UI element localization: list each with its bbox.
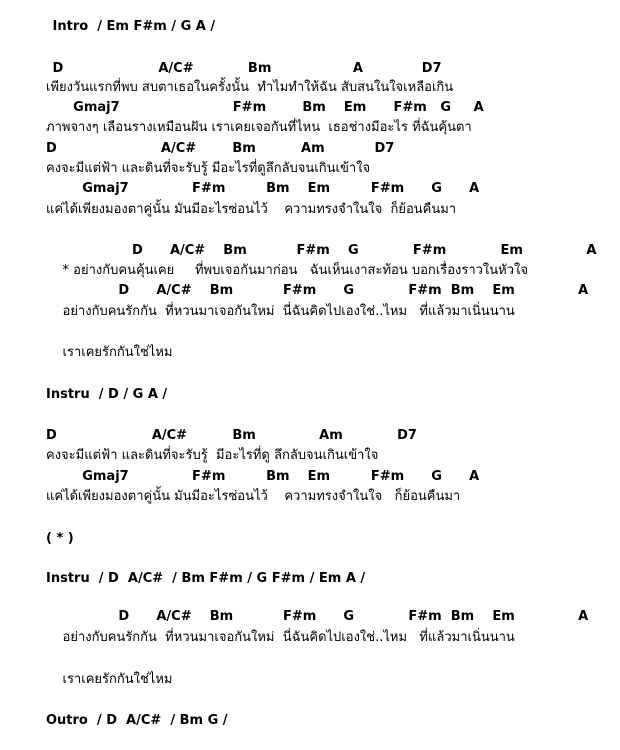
chord-line: D A/C# Bm Am D7 xyxy=(46,428,417,443)
instrumental-line: Instru / D A/C# / Bm F#m / G F#m / Em A / xyxy=(46,571,366,586)
instrumental-line: Instru / D / G A / xyxy=(46,387,168,402)
lyric-line: เพียงวันแรกที่พบ สบตาเธอในครั้งนั้น ทำไมทำให้ฉัน สับสนในใจเหลือเกิน xyxy=(46,80,454,95)
chorus-chord-line: D A/C# Bm F#m G F#m Em A xyxy=(46,243,597,258)
chorus-lyric-line: อย่างกับคนรักกัน ที่หวนมาเจอกันใหม่ นี่ฉันคิดไปเองใช่..ไหม ที่แล้วมาเนิ่นนาน xyxy=(46,630,515,645)
lyric-line: แค่ได้เพียงมองตาคู่นั้น มันมีอะไรซ่อนไว้ ความทรงจำในใจ ก็ย้อนคืนมา xyxy=(46,202,457,217)
chorus-lyric-line: อย่างกับคนรักกัน ที่หวนมาเจอกันใหม่ นี่ฉันคิดไปเองใช่..ไหม ที่แล้วมาเนิ่นนาน xyxy=(46,304,515,319)
outro-line: Outro / D A/C# / Bm G / xyxy=(46,713,228,728)
chorus-lyric-line: เราเคยรักกันใช่ไหม xyxy=(46,672,173,687)
chorus-lyric-line: * อย่างกับคนคุ้นเคย ที่พบเจอกันมาก่อน ฉันเห็นเงาสะท้อน บอกเรื่องราวในหัวใจ xyxy=(46,263,528,278)
lyric-line: คงจะมีแต่ฟ้า และดินที่จะรับรู้ มีอะไรที่ดู ลึกลับจนเกินเข้าใจ xyxy=(46,448,379,463)
chord-line: D A/C# Bm Am D7 xyxy=(46,141,395,156)
lyric-line: คงจะมีแต่ฟ้า และดินที่จะรับรู้ มีอะไรที่ดูลึกลับจนเกินเข้าใจ xyxy=(46,161,371,176)
chorus-repeat-marker: ( * ) xyxy=(46,531,74,546)
intro-line: Intro / Em F#m / G A / xyxy=(48,19,216,34)
chord-line: D A/C# Bm A D7 xyxy=(48,61,442,76)
chorus-lyric-line: เราเคยรักกันใช่ไหม xyxy=(46,345,173,360)
lyric-line: แค่ได้เพียงมองตาคู่นั้น มันมีอะไรซ่อนไว้ ความทรงจำในใจ ก็ย้อนคืนมา xyxy=(46,489,461,504)
chord-line: Gmaj7 F#m Bm Em F#m G A xyxy=(46,100,484,115)
lyric-line: ภาพจางๆ เลือนรางเหมือนฝัน เราเคยเจอกันที่ไหน เธอช่างมีอะไร ที่ฉันคุ้นตา xyxy=(46,120,472,135)
chorus-chord-line: D A/C# Bm F#m G F#m Bm Em A xyxy=(46,283,589,298)
chorus-chord-line: D A/C# Bm F#m G F#m Bm Em A xyxy=(46,609,589,624)
chord-line: Gmaj7 F#m Bm Em F#m G A xyxy=(46,181,480,196)
chord-line: Gmaj7 F#m Bm Em F#m G A xyxy=(46,469,480,484)
